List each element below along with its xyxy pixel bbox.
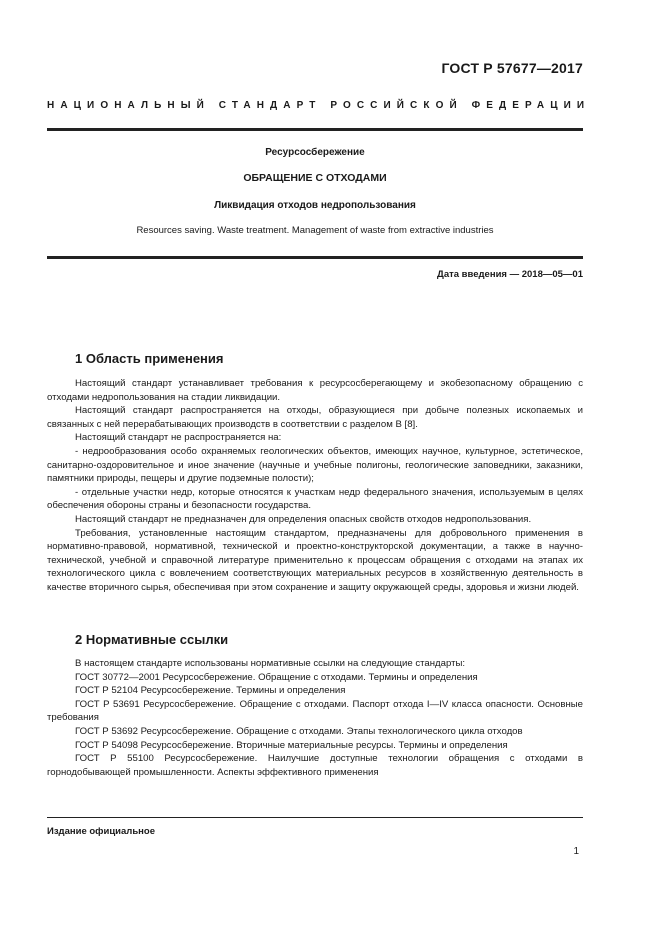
section-1-paragraph: Требования, установленные настоящим стандартом, предназначены для добровольного применения в нормативно-правовой, нормативной, технической и проектно-конструкторской документации, а также в научно-технической, учебной и справочной литературе применительно к процессам обращения с отходами на этапах их технологического цикла с вовлечением соответствующих материальных ресурсов в хозяйственную деятельность в качестве вторичного сырья, обеспечивая при этом сохранение и защиту окружающей среды, здоровья и жизни людей. [47, 527, 583, 593]
title-subtitle: Ликвидация отходов недропользования [214, 200, 416, 211]
section-1-heading: 1 Область применения [75, 351, 224, 366]
national-standard-heading: НАЦИОНАЛЬНЫЙ СТАНДАРТ РОССИЙСКОЙ ФЕДЕРАЦИИ [47, 100, 591, 111]
reference-item: ГОСТ Р 53692 Ресурсосбережение. Обращение с отходами. Этапы технологического цикла отходов [75, 725, 523, 737]
reference-item: ГОСТ Р 53691 Ресурсосбережение. Обращение с отходами. Паспорт отхода I—IV класса опасности. Основные требования [47, 698, 583, 724]
section-1-list-item: - недрообразования особо охраняемых геологических объектов, имеющих научное, культурное, эстетическое, санитарно-оздоровительное и иное значение (научные и учебные полигоны, геологические заповедники, заказники, памятники природы, пещеры и другие подземные полости); [47, 445, 583, 485]
date-introduced: Дата введения — 2018—05—01 [437, 269, 583, 280]
section-1-paragraph: Настоящий стандарт устанавливает требования к ресурсосберегающему и экобезопасному обращению с отходами недропользования на стадии ликвидации. [47, 378, 583, 403]
section-2-paragraph: В настоящем стандарте использованы нормативные ссылки на следующие стандарты: [75, 658, 466, 669]
footer-rule [47, 817, 583, 818]
title-category: Ресурсосбережение [265, 147, 365, 158]
title-english: Resources saving. Waste treatment. Management of waste from extractive industries [136, 225, 494, 236]
section-1-body [47, 377, 583, 595]
section-1-list-item: - отдельные участки недр, которые относятся к участкам недр федерального значения, используемым в целях обеспечения обороны страны и безопасности государства. [47, 486, 583, 512]
section-1-paragraph: Настоящий стандарт распространяется на отходы, образующиеся при добыче полезных ископаемых и связанных с ней перерабатывающих производств в соответствии с разделом В [8]. [47, 405, 583, 430]
title-bottom-rule [47, 256, 583, 259]
standard-number: ГОСТ Р 57677—2017 [441, 60, 583, 76]
page-number: 1 [573, 846, 579, 857]
reference-item: ГОСТ Р 55100 Ресурсосбережение. Наилучшие доступные технологии обращения с отходами в горнодобывающей промышленности. Аспекты эффективного применения [47, 753, 583, 778]
section-2-heading: 2 Нормативные ссылки [75, 632, 229, 647]
reference-item: ГОСТ Р 54098 Ресурсосбережение. Вторичные материальные ресурсы. Термины и определения [75, 739, 508, 751]
section-2-body [47, 657, 583, 779]
official-edition-label: Издание официальное [47, 826, 155, 837]
section-1-paragraph: Настоящий стандарт не предназначен для определения опасных свойств отходов недропользования. [75, 513, 532, 525]
reference-item: ГОСТ Р 52104 Ресурсосбережение. Термины и определения [75, 685, 346, 697]
section-1-paragraph: Настоящий стандарт не распространяется на: [75, 432, 282, 444]
top-rule [47, 128, 583, 131]
reference-item: ГОСТ 30772—2001 Ресурсосбережение. Обращение с отходами. Термины и определения [75, 671, 478, 683]
title-main: ОБРАЩЕНИЕ С ОТХОДАМИ [243, 172, 387, 184]
